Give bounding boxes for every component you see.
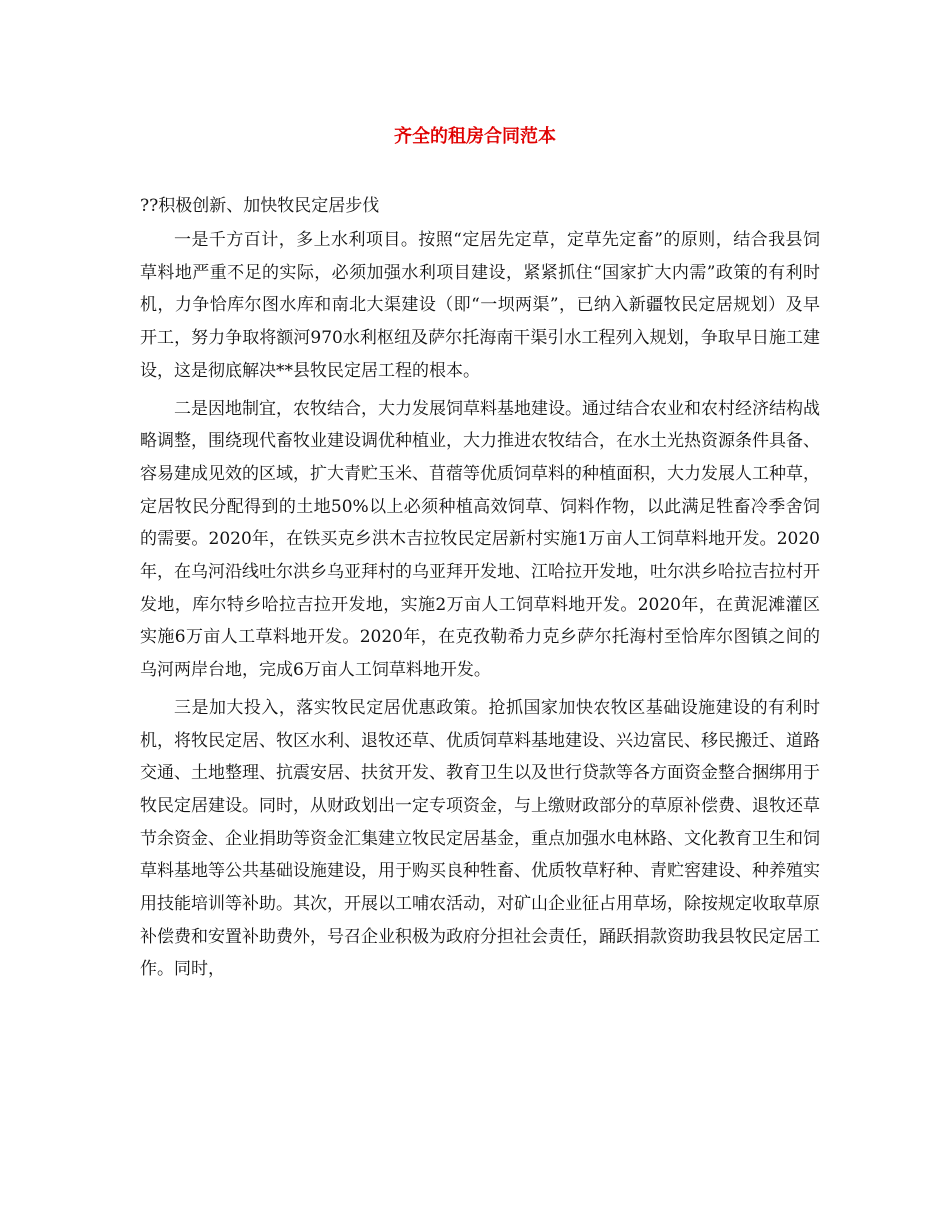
document-body [140,192,820,991]
document-title: 齐全的租房合同范本 [394,126,556,147]
paragraph-investment-policy: 三是加大投入，落实牧民定居优惠政策。抢抓国家加快农牧区基础设施建设的有利时机，将牧民定居、牧区水利、退牧还草、优质饲草料基地建设、兴边富民、移民搬迁、道路交通、土地整理、抗震安居、扶贫开发、教育卫生以及世行贷款等各方面资金整合捆绑用于牧民定居建设。同时，从财政划出一定专项资金，与上缴财政部分的草原补偿费、退牧还草节余资金、企业捐助等资金汇集建立牧民定居基金，重点加强水电林路、文化教育卫生和饲草料基地等公共基础设施建设，用于购买良种牲畜、优质牧草籽种、青贮窖建设、种养殖实用技能培训等补助。其次，开展以工哺农活动，对矿山企业征占用草场，除按规定收取草原补偿费和安置补助费外，号召企业积极为政府分担社会责任，踊跃捐款资助我县牧民定居工作。同时， [140,697,820,980]
paragraph-forage-base: 二是因地制宜，农牧结合，大力发展饲草料基地建设。通过结合农业和农村经济结构战略调整，围绕现代畜牧业建设调优种植业，大力推进农牧结合，在水土光热资源条件具备、容易建成见效的区域，扩大青贮玉米、苜蓿等优质饲草料的种植面积，大力发展人工种草，定居牧民分配得到的土地50%以上必须种植高效饲草、饲料作物，以此满足牲畜冷季舍饲的需要。2020年，在铁买克乡洪木吉拉牧民定居新村实施1万亩人工饲草料地开发。2020年，在乌河沿线吐尔洪乡乌亚拜村的乌亚拜开发地、江哈拉开发地，吐尔洪乡哈拉吉拉村开发地，库尔特乡哈拉吉拉开发地，实施2万亩人工饲草料地开发。2020年，在黄泥滩灌区实施6万亩人工草料地开发。2020年，在克孜勒希力克乡萨尔托海村至恰库尔图镇之间的乌河两岸台地，完成6万亩人工饲草料地开发。 [140,398,820,681]
section-heading: ??积极创新、加快牧民定居步伐 [140,196,380,216]
paragraph-water-projects: 一是千方百计，多上水利项目。按照“定居先定草，定草先定畜”的原则，结合我县饲草料地严重不足的实际，必须加强水利项目建设，紧紧抓住“国家扩大内需”政策的有利时机，力争恰库尔图水库和南北大渠建设（即“一坝两渠”，已纳入新疆牧民定居规划）及早开工，努力争取将额河970水利枢纽及萨尔托海南干渠引水工程列入规划，争取早日施工建设，这是彻底解决**县牧民定居工程的根本。 [140,230,820,381]
